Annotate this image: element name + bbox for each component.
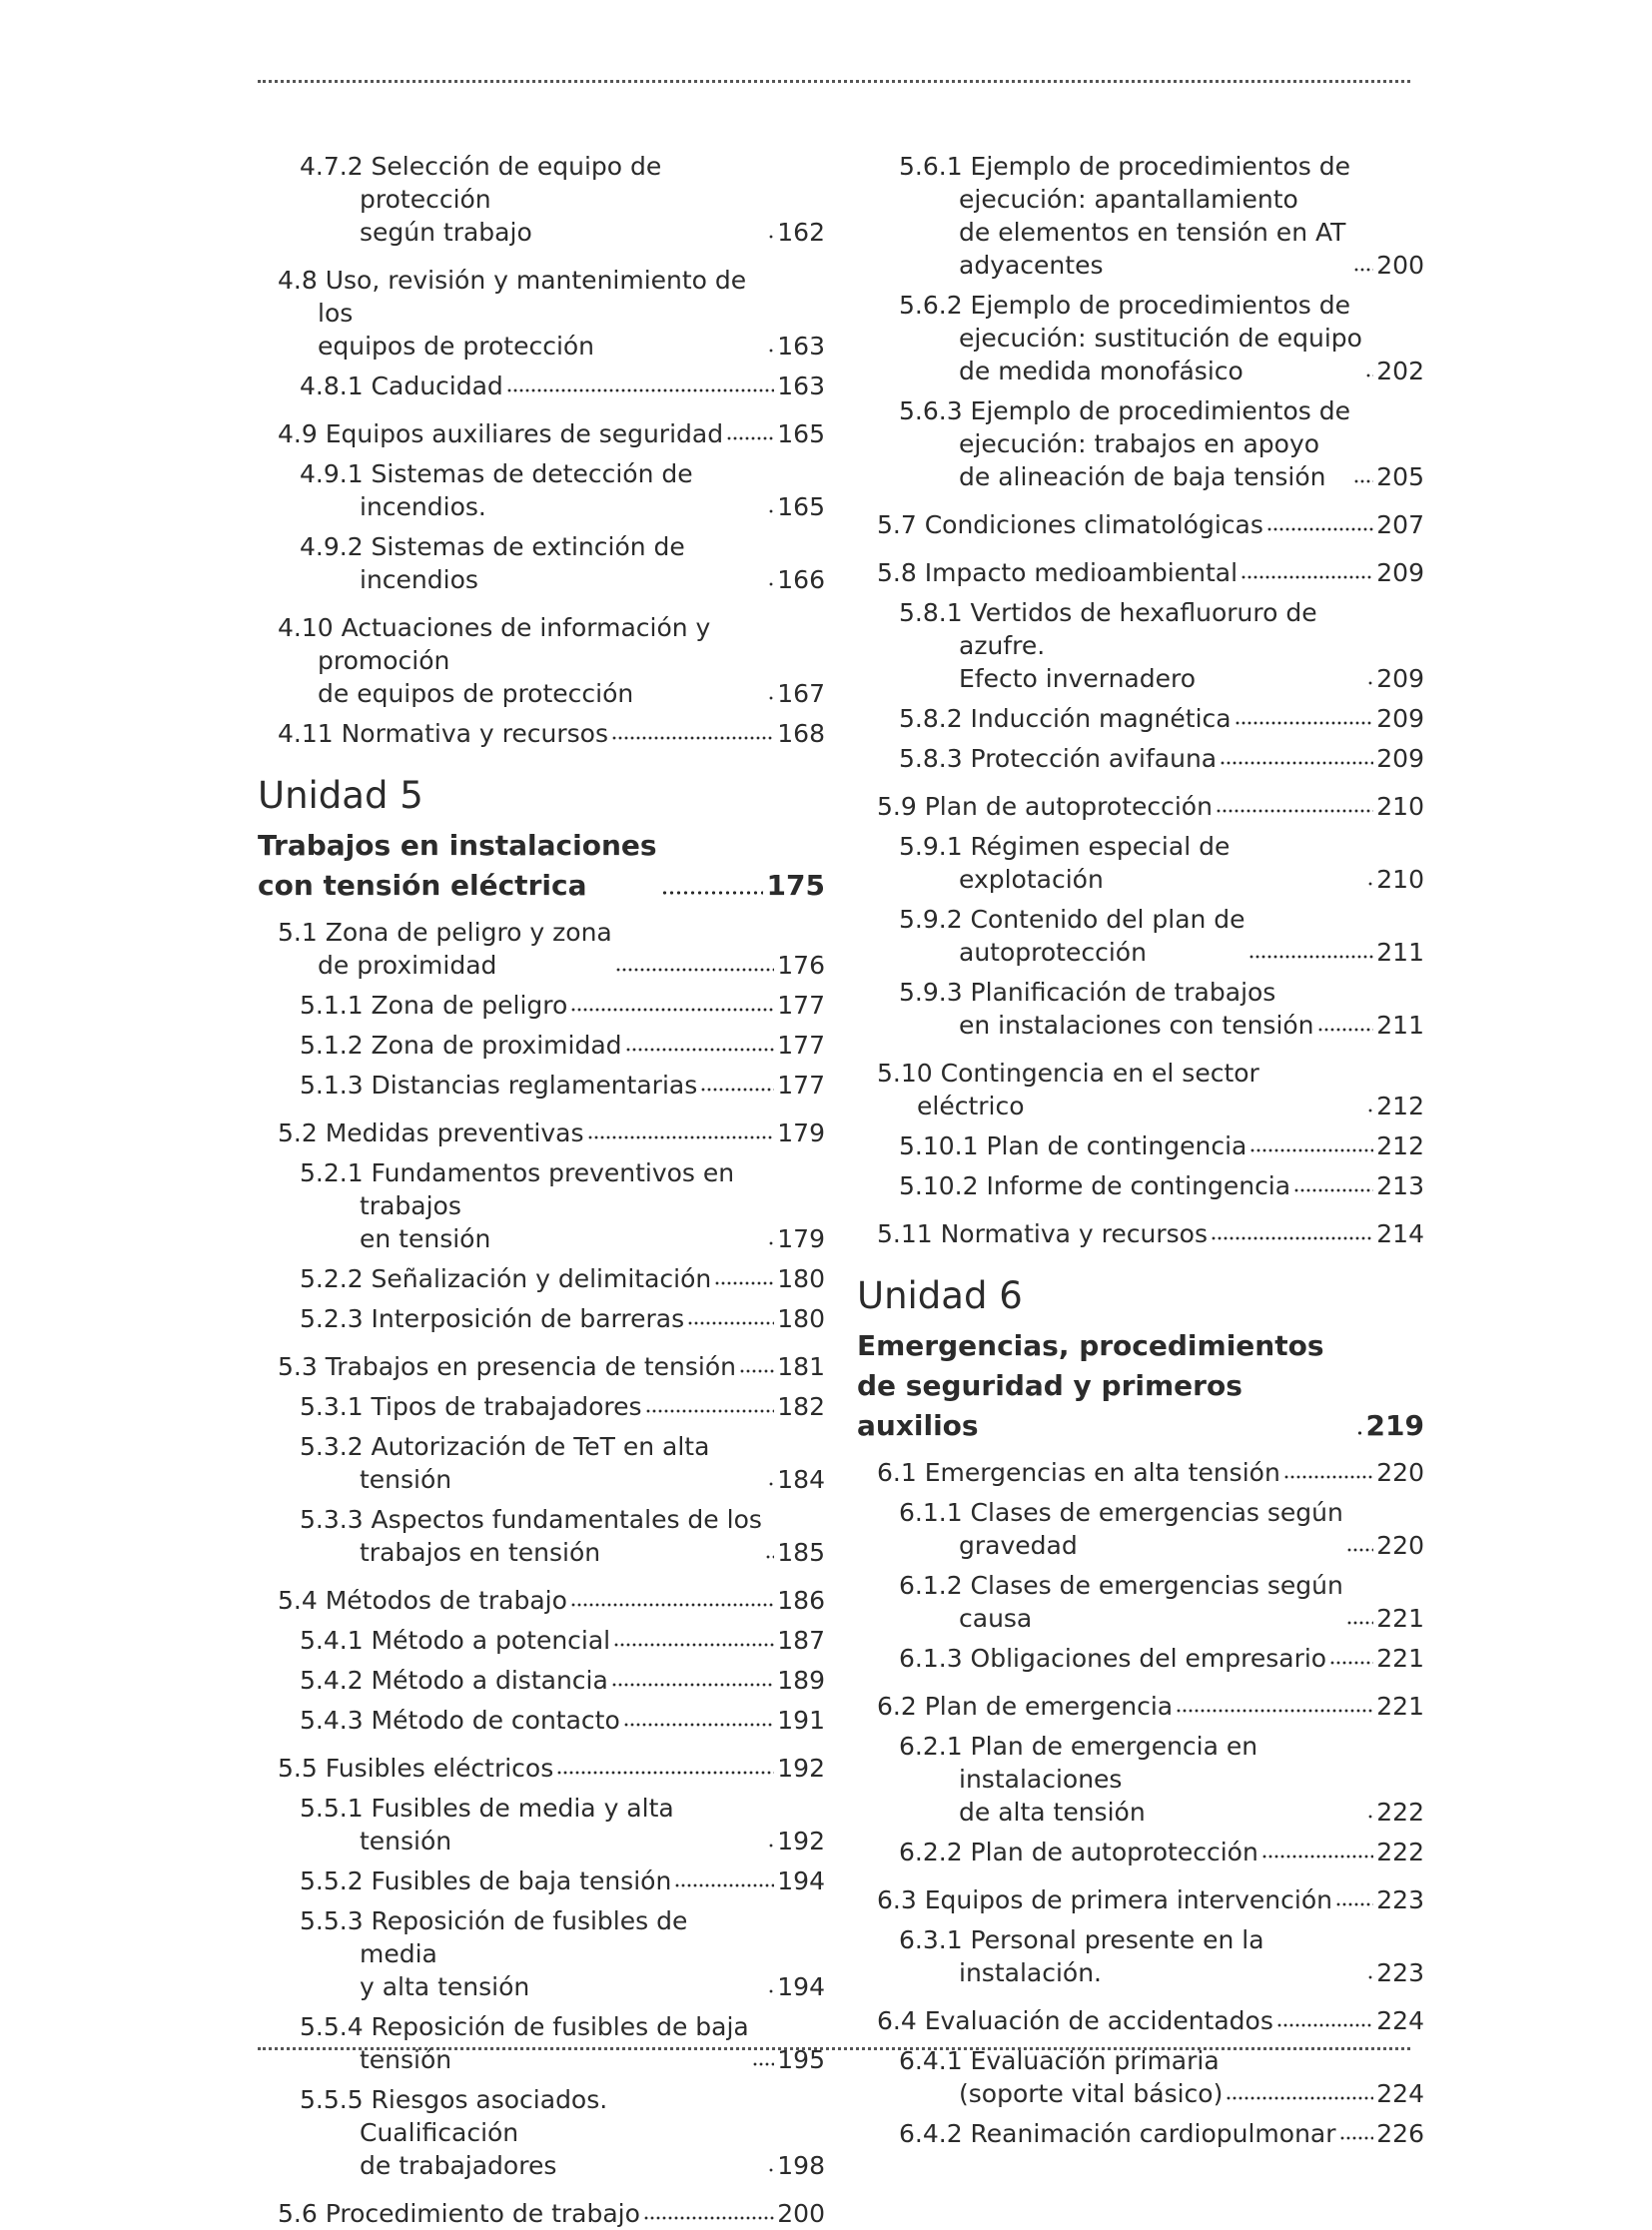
toc-subsection-entry[interactable] <box>258 1069 825 1102</box>
toc-right-column <box>857 150 1424 2150</box>
toc-subsection-entry[interactable] <box>857 1496 1424 1562</box>
dot-leader <box>1216 808 1373 814</box>
page-number: 224 <box>1376 2079 1424 2108</box>
toc-subsection-entry[interactable] <box>258 1792 825 1858</box>
entry-title: 6.1.1 Clases de emergencias según gravedad <box>899 1498 1343 1560</box>
entry-title: 5.1.3 Distancias reglamentarias <box>300 1071 698 1100</box>
page-number: 209 <box>1376 704 1424 733</box>
toc-subsection-entry[interactable] <box>857 1923 1424 1989</box>
dot-leader <box>1365 372 1373 378</box>
toc-subsection-entry[interactable] <box>857 1642 1424 1675</box>
page-number: 210 <box>1376 792 1424 821</box>
toc-section-entry[interactable] <box>258 2197 825 2230</box>
entry-title: 6.1 Emergencias en alta tensión <box>877 1458 1280 1487</box>
dot-leader <box>556 1770 774 1776</box>
page-number: 185 <box>777 1538 825 1567</box>
dot-leader <box>1367 1814 1373 1820</box>
unit-title-entry[interactable] <box>258 826 825 906</box>
dot-leader <box>674 1882 774 1888</box>
dot-leader <box>1346 1620 1373 1626</box>
toc-subsection-entry[interactable] <box>857 702 1424 735</box>
entry-title: 6.4 Evaluación de accidentados <box>877 2006 1273 2035</box>
dot-leader <box>1353 267 1373 273</box>
dot-leader <box>506 387 774 393</box>
page-number: 211 <box>1376 938 1424 967</box>
unit-title-text: Emergencias, procedimientos de seguridad y primeros auxilios <box>857 1329 1324 1442</box>
dot-leader <box>768 695 774 701</box>
entry-title: 6.2.2 Plan de autoprotección <box>899 1838 1258 1866</box>
toc-subsection-entry[interactable] <box>857 596 1424 695</box>
entry-title: 5.4 Métodos de trabajo <box>278 1586 567 1615</box>
toc-section-entry[interactable] <box>857 1883 1424 1916</box>
page-number: 226 <box>1376 2119 1424 2148</box>
toc-subsection-entry[interactable] <box>857 1169 1424 1202</box>
page-number: 177 <box>777 1031 825 1060</box>
dot-leader <box>1367 881 1373 887</box>
page-number: 207 <box>1376 510 1424 539</box>
toc-subsection-entry[interactable] <box>258 370 825 402</box>
toc-subsection-entry[interactable] <box>857 1730 1424 1829</box>
entry-title: 5.10.2 Informe de contingencia <box>899 1171 1291 1200</box>
toc-section-entry[interactable] <box>857 1217 1424 1250</box>
dot-leader <box>1266 526 1373 532</box>
page-number: 163 <box>777 332 825 361</box>
dot-leader <box>1339 2135 1374 2141</box>
dot-leader <box>1240 574 1373 580</box>
entry-title: 5.5.3 Reposición de fusibles de media y alta tensión <box>300 1906 688 2001</box>
toc-subsection-entry[interactable] <box>857 1129 1424 1162</box>
toc-subsection-entry[interactable] <box>258 530 825 596</box>
entry-title: 6.2.1 Plan de emergencia en instalaciones de alta tensión <box>899 1732 1258 1827</box>
entry-title: 5.4.3 Método de contacto <box>300 1706 620 1735</box>
entry-title: 5.1.2 Zona de proximidad <box>300 1031 622 1060</box>
entry-title: 5.8.3 Protección avifauna <box>899 744 1218 773</box>
page-number: 176 <box>777 951 825 980</box>
entry-title: 5.3.2 Autorización de TeT en alta tensión <box>300 1432 710 1494</box>
page-number: 200 <box>1376 251 1424 280</box>
page-number: 194 <box>777 1972 825 2001</box>
dot-leader <box>1248 954 1374 960</box>
page-number: 180 <box>777 1264 825 1293</box>
entry-title: 5.9 Plan de autoprotección <box>877 792 1213 821</box>
dot-leader <box>726 435 774 441</box>
dot-leader <box>1176 1708 1373 1714</box>
page-number: 223 <box>1376 1885 1424 1914</box>
toc-subsection-entry[interactable] <box>258 1302 825 1335</box>
entry-title: 5.6.2 Ejemplo de procedimientos de ejecución: sustitución de equipo de medida monofásico <box>899 291 1362 385</box>
dot-leader <box>611 735 774 741</box>
page-number: 220 <box>1376 1531 1424 1560</box>
page-number: 221 <box>1376 1692 1424 1721</box>
page-number: 182 <box>777 1392 825 1421</box>
dot-leader <box>1356 1430 1362 1436</box>
toc-subsection-entry[interactable] <box>857 1836 1424 1868</box>
toc-subsection-entry[interactable] <box>258 1864 825 1897</box>
toc-subsection-entry[interactable] <box>857 976 1424 1042</box>
toc-subsection-entry[interactable] <box>258 989 825 1022</box>
dot-leader <box>623 1722 775 1728</box>
dot-leader <box>768 581 774 587</box>
toc-section-entry[interactable] <box>857 790 1424 823</box>
entry-title: 5.7 Condiciones climatológicas <box>877 510 1263 539</box>
toc-subsection-entry[interactable] <box>258 1624 825 1657</box>
toc-section-entry[interactable] <box>258 1584 825 1617</box>
page-number: 220 <box>1376 1458 1424 1487</box>
toc-subsection-entry[interactable] <box>258 1904 825 2003</box>
entry-title: 5.5 Fusibles eléctricos <box>278 1754 554 1783</box>
page-number: 177 <box>777 1071 825 1100</box>
entry-title: 5.10 Contingencia en el sector eléctrico <box>877 1059 1259 1120</box>
entry-title: 5.6 Procedimiento de trabajo <box>278 2199 640 2228</box>
dot-leader <box>768 1240 774 1246</box>
entry-title: 5.5.1 Fusibles de media y alta tensión <box>300 1794 674 1856</box>
toc-subsection-entry[interactable] <box>258 1156 825 1255</box>
dot-leader <box>1226 2095 1373 2101</box>
toc-subsection-entry[interactable] <box>258 150 825 249</box>
page-number: 181 <box>777 1352 825 1381</box>
dot-leader <box>661 890 763 896</box>
entry-title: 4.9.1 Sistemas de detección de incendios. <box>300 459 693 521</box>
dot-leader <box>1335 1901 1373 1907</box>
entry-title: 5.2 Medidas preventivas <box>278 1118 584 1147</box>
toc-section-entry[interactable] <box>857 1690 1424 1723</box>
dot-leader <box>645 1408 775 1414</box>
entry-title: 4.9.2 Sistemas de extinción de incendios <box>300 532 685 594</box>
dot-leader <box>1283 1474 1373 1480</box>
toc-section-entry[interactable] <box>258 717 825 750</box>
page-number: 191 <box>777 1706 825 1735</box>
entry-title: 5.4.1 Método a potencial <box>300 1626 611 1655</box>
unit-title-text: Trabajos en instalaciones con tensión eléctrica <box>258 829 657 902</box>
toc-section-entry[interactable] <box>857 556 1424 589</box>
entry-title: 4.11 Normativa y recursos <box>278 719 608 748</box>
page-number: 184 <box>777 1465 825 1494</box>
dot-leader <box>1329 1660 1373 1666</box>
page-number: 202 <box>1376 357 1424 385</box>
dot-leader <box>687 1320 774 1326</box>
page-number: 205 <box>1376 462 1424 491</box>
page-number: 198 <box>777 2151 825 2180</box>
entry-title: 5.6.3 Ejemplo de procedimientos de ejecución: trabajos en apoyo de alineación de baja tensión <box>899 396 1350 491</box>
toc-subsection-entry[interactable] <box>258 2010 825 2076</box>
toc-subsection-entry[interactable] <box>857 1569 1424 1635</box>
entry-title: 5.3.1 Tipos de trabajadores <box>300 1392 642 1421</box>
entry-title: 5.3 Trabajos en presencia de tensión <box>278 1352 736 1381</box>
toc-subsection-entry[interactable] <box>857 289 1424 387</box>
entry-title: 6.1.3 Obligaciones del empresario <box>899 1644 1327 1673</box>
toc-subsection-entry[interactable] <box>857 830 1424 896</box>
dot-leader <box>1367 680 1373 686</box>
page-number: 179 <box>777 1118 825 1147</box>
entry-title: 6.2 Plan de emergencia <box>877 1692 1174 1721</box>
page-number: 168 <box>777 719 825 748</box>
toc-section-entry[interactable] <box>857 1057 1424 1122</box>
dot-leader <box>1353 478 1373 484</box>
dot-leader <box>570 1007 774 1013</box>
toc-subsection-entry[interactable] <box>857 2044 1424 2110</box>
dot-leader <box>1293 1187 1373 1193</box>
toc-subsection-entry[interactable] <box>258 1503 825 1569</box>
entry-title: 5.2.3 Interposición de barreras <box>300 1304 685 1333</box>
toc-subsection-entry[interactable] <box>857 150 1424 282</box>
page-number: 166 <box>777 565 825 594</box>
entry-title: 5.11 Normativa y recursos <box>877 1219 1208 1248</box>
entry-title: 5.5.4 Reposición de fusibles de baja tensión <box>300 2012 749 2074</box>
page-number: 222 <box>1376 1798 1424 1827</box>
toc-left-column <box>258 150 825 2230</box>
entry-title: 6.4.2 Reanimación cardiopulmonar <box>899 2119 1336 2148</box>
dot-leader <box>1261 1854 1373 1859</box>
dot-leader <box>1276 2022 1373 2028</box>
page-number: 214 <box>1376 1219 1424 1248</box>
page-number: 192 <box>777 1827 825 1856</box>
dot-leader <box>739 1368 774 1374</box>
toc-subsection-entry[interactable] <box>258 457 825 523</box>
entry-title: 5.5.5 Riesgos asociados. Cualificación de trabajadores <box>300 2085 608 2180</box>
page-number: 213 <box>1376 1171 1424 1200</box>
entry-title: 6.3 Equipos de primera intervención <box>877 1885 1332 1914</box>
page-number: 186 <box>777 1586 825 1615</box>
toc-subsection-entry[interactable] <box>258 2083 825 2182</box>
dot-leader <box>1367 1974 1373 1980</box>
page-number: 187 <box>777 1626 825 1655</box>
dot-leader <box>768 1843 774 1849</box>
dot-leader <box>613 1642 774 1648</box>
toc-section-entry[interactable] <box>258 264 825 363</box>
page-number: 189 <box>777 1666 825 1695</box>
entry-title: 5.1 Zona de peligro y zona de proximidad <box>278 918 612 980</box>
dot-leader <box>643 2215 774 2221</box>
dot-leader <box>765 1554 774 1560</box>
toc-section-entry[interactable] <box>258 417 825 450</box>
entry-title: 4.10 Actuaciones de información y promoción de equipos de protección <box>278 613 711 708</box>
dot-leader <box>768 1481 774 1487</box>
entry-title: 5.9.1 Régimen especial de explotación <box>899 832 1231 894</box>
toc-section-entry[interactable] <box>857 508 1424 541</box>
toc-section-entry[interactable] <box>258 1752 825 1785</box>
page-number: 194 <box>777 1866 825 1895</box>
page-number: 177 <box>777 991 825 1020</box>
page-number: 210 <box>1376 865 1424 894</box>
dot-leader <box>1211 1235 1373 1241</box>
page-number: 163 <box>777 372 825 400</box>
entry-title: 5.2.2 Señalización y delimitación <box>300 1264 712 1293</box>
dot-leader <box>714 1280 774 1286</box>
dot-leader <box>615 967 775 973</box>
entry-title: 5.8.2 Inducción magnética <box>899 704 1232 733</box>
entry-title: 4.8.1 Caducidad <box>300 372 503 400</box>
page-number: 209 <box>1376 558 1424 587</box>
page-number: 221 <box>1376 1604 1424 1633</box>
dot-leader <box>1346 1547 1373 1553</box>
page-number: 162 <box>777 218 825 247</box>
dot-leader <box>570 1602 774 1608</box>
page-number: 219 <box>1365 1409 1424 1442</box>
toc-subsection-entry[interactable] <box>258 1262 825 1295</box>
toc-subsection-entry[interactable] <box>258 1664 825 1697</box>
dot-leader <box>625 1047 775 1053</box>
dot-leader <box>700 1087 774 1093</box>
dot-leader <box>587 1134 775 1140</box>
entry-title: 5.8.1 Vertidos de hexafluoruro de azufre. Efecto invernadero <box>899 598 1317 693</box>
toc-subsection-entry[interactable] <box>258 1029 825 1062</box>
page-number: 165 <box>777 492 825 521</box>
toc-subsection-entry[interactable] <box>258 1390 825 1423</box>
toc-section-entry[interactable] <box>258 916 825 982</box>
dot-leader <box>768 234 774 240</box>
toc-section-entry[interactable] <box>258 1116 825 1149</box>
page-number: 212 <box>1376 1131 1424 1160</box>
toc-section-entry[interactable] <box>258 611 825 710</box>
page-number: 224 <box>1376 2006 1424 2035</box>
entry-title: 4.9 Equipos auxiliares de seguridad <box>278 419 724 448</box>
entry-title: 4.8 Uso, revisión y mantenimiento de los equipos de protección <box>278 266 747 361</box>
page-number: 175 <box>766 869 825 902</box>
page-number: 209 <box>1376 744 1424 773</box>
entry-title: 5.5.2 Fusibles de baja tensión <box>300 1866 672 1895</box>
page-number: 195 <box>777 2045 825 2074</box>
toc-section-entry[interactable] <box>857 2004 1424 2037</box>
unit-label: Unidad 6 <box>857 1274 1023 1317</box>
entry-title: 5.6.1 Ejemplo de procedimientos de ejecución: apantallamiento de elementos en tensión en AT adyacentes <box>899 152 1350 280</box>
page-number: 180 <box>777 1304 825 1333</box>
dot-leader <box>768 348 774 354</box>
entry-title: 5.1.1 Zona de peligro <box>300 991 568 1020</box>
page-number: 212 <box>1376 1092 1424 1120</box>
toc-subsection-entry[interactable] <box>857 903 1424 969</box>
toc-subsection-entry[interactable] <box>258 1430 825 1496</box>
entry-title: 5.8 Impacto medioambiental <box>877 558 1239 587</box>
toc-subsection-entry[interactable] <box>857 394 1424 493</box>
entry-title: 4.7.2 Selección de equipo de protección según trabajo <box>300 152 662 247</box>
page-number: 192 <box>777 1754 825 1783</box>
entry-title: 5.4.2 Método a distancia <box>300 1666 608 1695</box>
toc-subsection-entry[interactable] <box>258 1704 825 1737</box>
page-number: 211 <box>1376 1011 1424 1040</box>
page-number: 221 <box>1376 1644 1424 1673</box>
dot-leader <box>768 1988 774 1994</box>
dot-leader <box>1220 760 1373 766</box>
entry-title: 6.1.2 Clases de emergencias según causa <box>899 1571 1343 1633</box>
unit-label: Unidad 5 <box>258 774 423 817</box>
bottom-dotted-rule <box>258 2047 1410 2050</box>
dot-leader <box>768 2167 774 2173</box>
dot-leader <box>1249 1147 1373 1153</box>
entry-title: 6.4.1 Evaluación primaria (soporte vital básico) <box>899 2046 1224 2108</box>
entry-title: 5.10.1 Plan de contingencia <box>899 1131 1247 1160</box>
toc-section-entry[interactable] <box>857 1456 1424 1489</box>
entry-title: 5.3.3 Aspectos fundamentales de los trabajos en tensión <box>300 1505 762 1567</box>
page-number: 200 <box>777 2199 825 2228</box>
page-number: 209 <box>1376 664 1424 693</box>
entry-title: 5.9.3 Planificación de trabajos en instalaciones con tensión <box>899 978 1314 1040</box>
unit-title-entry[interactable] <box>857 1326 1424 1446</box>
dot-leader <box>1235 720 1374 726</box>
toc-subsection-entry[interactable] <box>857 742 1424 775</box>
toc-section-entry[interactable] <box>258 1350 825 1383</box>
top-dotted-rule <box>258 80 1410 83</box>
entry-title: 6.3.1 Personal presente en la instalación. <box>899 1925 1264 1987</box>
page-number: 165 <box>777 419 825 448</box>
dot-leader <box>611 1682 774 1688</box>
entry-title: 5.9.2 Contenido del plan de autoprotección <box>899 905 1245 967</box>
page-number: 223 <box>1376 1958 1424 1987</box>
dot-leader <box>768 508 774 514</box>
entry-title: 5.2.1 Fundamentos preventivos en trabajos en tensión <box>300 1158 735 1253</box>
page-number: 222 <box>1376 1838 1424 1866</box>
dot-leader <box>752 2061 775 2067</box>
page-number: 167 <box>777 679 825 708</box>
page-number: 179 <box>777 1224 825 1253</box>
dot-leader <box>1367 1108 1373 1114</box>
dot-leader <box>1317 1027 1374 1033</box>
